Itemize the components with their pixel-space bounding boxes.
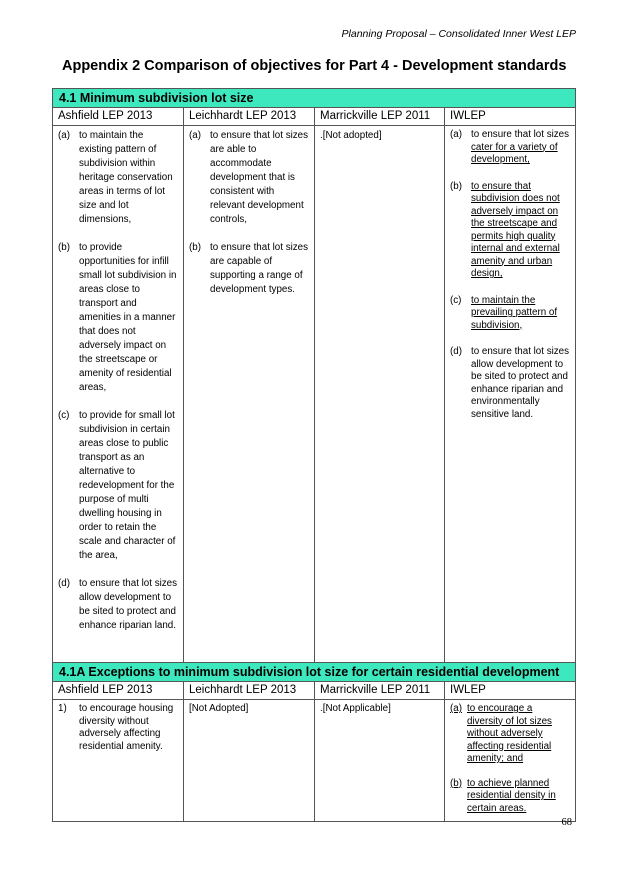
list-item [450, 295, 570, 333]
item-label: (c) [58, 410, 70, 421]
item-text: to provide opportunities for infill small lot subdivision in areas close to transport and amenities in a manner that does not adversely impact on the streetscape or amenity of residential areas, [79, 242, 177, 393]
not-adopted-text: [Not Adopted] [189, 703, 249, 714]
item-text-amended: to achieve planned residential density in certain areas. [467, 777, 556, 814]
item-label: (a) [450, 129, 462, 140]
item-text: to ensure that lot sizes are capable of supporting a range of development types. [210, 242, 309, 295]
item-label: (b) [450, 777, 462, 789]
list-item [450, 346, 570, 421]
item-text: to provide for small lot subdivision in certain areas close to public transport as an alternative to redevelopment for the purpose of multi dwelling housing in order to retain the scale and character of the area, [79, 410, 176, 561]
not-adopted-text: .[Not adopted] [320, 130, 382, 141]
item-text: to encourage housing diversity without adversely affecting residential amenity. [79, 703, 174, 752]
list-item [450, 129, 570, 167]
item-text: to ensure that lot sizes allow development to be sited to protect and enhance riparian land. [79, 578, 178, 631]
list-item [450, 703, 570, 766]
list-item [58, 129, 178, 227]
item-text-amended: to encourage a diversity of lot sizes without adversely affecting residential amenity; and [467, 703, 552, 764]
iwlep-objectives [445, 700, 576, 822]
item-label: (a) [58, 130, 70, 141]
column-header-iwlep: IWLEP [445, 682, 576, 700]
list-item [450, 181, 570, 281]
item-label: (b) [450, 180, 462, 192]
list-item [58, 703, 178, 753]
item-text-amended: to ensure that subdivision does not adversely impact on the streetscape and permits high quality internal and external amenity and urban design, [471, 180, 560, 279]
item-label: (b) [58, 242, 70, 253]
list-item [58, 577, 178, 633]
leichhardt-objectives [184, 700, 315, 822]
item-label: (a) [189, 130, 201, 141]
table-4-1a [52, 662, 576, 822]
column-header-marrickville: Marrickville LEP 2011 [315, 108, 445, 126]
table-4-1 [52, 88, 576, 668]
page-title: Appendix 2 Comparison of objectives for Part 4 - Development standards [62, 58, 567, 74]
item-label: (b) [189, 242, 201, 253]
list-item [450, 778, 570, 816]
ashfield-objectives [53, 700, 184, 822]
list-item [189, 129, 309, 227]
leichhardt-objectives [184, 126, 315, 668]
item-text-amended: to maintain the prevailing pattern of subdivision, [471, 294, 558, 331]
column-header-ashfield: Ashfield LEP 2013 [53, 108, 184, 126]
item-text: to maintain the existing pattern of subdivision within heritage conservation areas in terms of lot size and lot dimensions, [79, 130, 173, 225]
iwlep-objectives [445, 126, 576, 668]
item-label: (c) [450, 294, 462, 306]
ashfield-objectives [53, 126, 184, 668]
page-number: 68 [561, 817, 572, 828]
marrickville-objectives [315, 126, 445, 668]
column-header-leichhardt: Leichhardt LEP 2013 [184, 108, 315, 126]
section-heading-4-1: 4.1 Minimum subdivision lot size [53, 89, 576, 108]
marrickville-objectives [315, 700, 445, 822]
item-label: (d) [58, 578, 70, 589]
list-item [58, 241, 178, 395]
running-header: Planning Proposal – Consolidated Inner West LEP [341, 28, 576, 40]
not-applicable-text: .[Not Applicable] [320, 703, 391, 714]
column-header-ashfield: Ashfield LEP 2013 [53, 682, 184, 700]
section-heading-4-1a: 4.1A Exceptions to minimum subdivision lot size for certain residential development [53, 663, 576, 682]
item-label: 1) [58, 703, 67, 714]
list-item [189, 241, 309, 297]
item-text: to ensure that lot sizes [471, 129, 570, 140]
list-item [58, 409, 178, 563]
item-text: to ensure that lot sizes allow development to be sited to protect and enhance riparian and environmentally sensitive land. [471, 346, 570, 420]
column-header-iwlep: IWLEP [445, 108, 576, 126]
column-header-leichhardt: Leichhardt LEP 2013 [184, 682, 315, 700]
item-label: (a) [450, 703, 462, 714]
item-label: (d) [450, 346, 462, 357]
column-header-marrickville: Marrickville LEP 2011 [315, 682, 445, 700]
item-text-amended: cater for a variety of development, [471, 141, 558, 165]
item-text: to ensure that lot sizes are able to accommodate development that is consistent with relevant development controls, [210, 130, 309, 225]
